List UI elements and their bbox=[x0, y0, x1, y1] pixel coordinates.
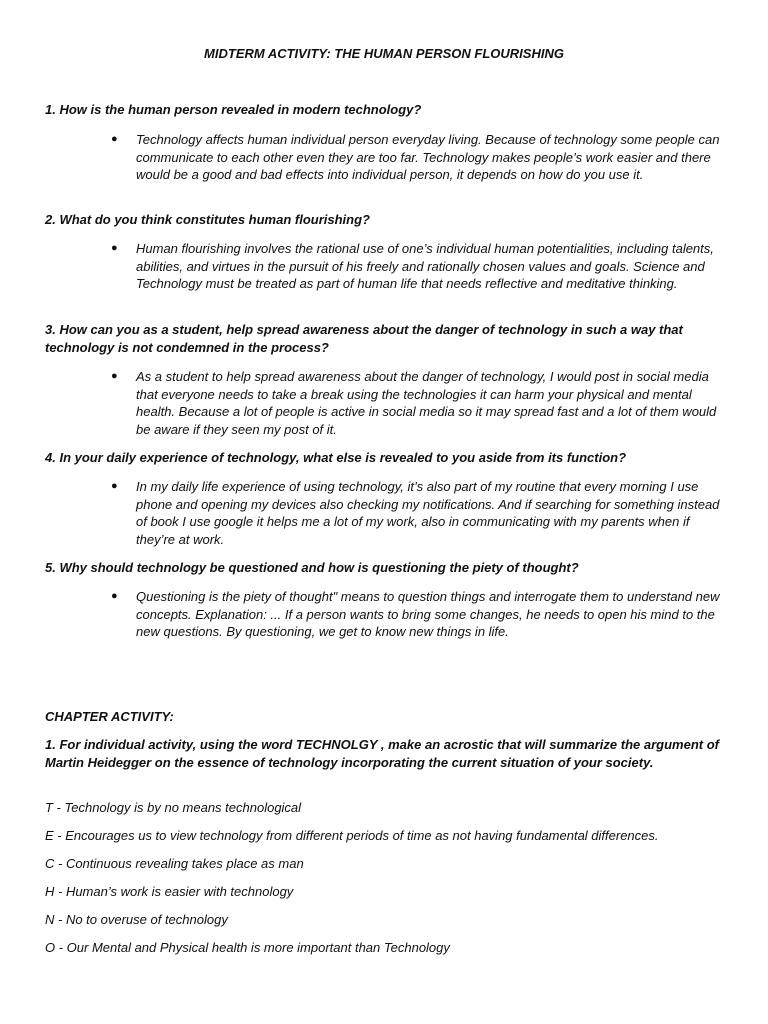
answer-3-text: As a student to help spread awareness about the danger of technology, I would post in social media that everyone needs to take a break using the technologies it can harm your physical and mental health. Because a lot of people is active in social media so it may spread fast and a lot of them would be aware if they seen my post of it. bbox=[136, 369, 717, 437]
answer-3 bbox=[111, 368, 726, 440]
answer-5 bbox=[111, 588, 726, 644]
answer-4-text: In my daily life experience of using technology, it’s also part of my routine that every morning I use phone and opening my devices also checking my notifications. And if searching for something instead of book I use google it helps me a lot of my work, also in communicating with my parents when if they’re at work. bbox=[136, 479, 720, 547]
answer-4 bbox=[111, 478, 726, 550]
answer-1-text: Technology affects human individual person everyday living. Because of technology some people can communicate to each other even they are too far. Technology makes people’s work easier and there would be a good and bad effects into individual person, it depends on how do you use it. bbox=[136, 132, 720, 183]
question-2: 2. What do you think constitutes human flourishing? bbox=[45, 212, 370, 227]
bullet-icon: ● bbox=[111, 370, 118, 382]
bullet-icon: ● bbox=[111, 590, 118, 602]
answer-2-text: Human flourishing involves the rational use of one’s individual human potentialities, including talents, abilities, and virtues in the pursuit of his freely and rationally chosen values and goals. Science and Technology must be treated as part of human life that needs reflective and meditative thinking. bbox=[136, 241, 714, 292]
acrostic-line-o: O - Our Mental and Physical health is more important than Technology bbox=[45, 940, 450, 955]
answer-5-text: Questioning is the piety of thought" means to question things and interrogate them to understand new concepts. Explanation: ... If a person wants to bring some changes, he needs to open his mind to the new questions. By questioning, we get to know new things in life. bbox=[136, 589, 720, 640]
bullet-icon: ● bbox=[111, 133, 118, 145]
document-title: MIDTERM ACTIVITY: THE HUMAN PERSON FLOURISHING bbox=[204, 46, 564, 61]
acrostic-line-n: N - No to overuse of technology bbox=[45, 912, 228, 927]
bullet-icon: ● bbox=[111, 242, 118, 254]
acrostic-line-t: T - Technology is by no means technological bbox=[45, 800, 302, 815]
question-4: 4. In your daily experience of technology, what else is revealed to you aside from its function? bbox=[45, 450, 627, 465]
acrostic-line-c: C - Continuous revealing takes place as man bbox=[45, 856, 304, 871]
answer-2 bbox=[111, 240, 726, 312]
acrostic-line-e: E - Encourages us to view technology from different periods of time as not having fundamental differences. bbox=[45, 828, 659, 843]
chapter-prompt: 1. For individual activity, using the word TECHNOLGY , make an acrostic that will summarize the argument of Martin Heidegger on the essence of technology incorporating the current situation of your society. bbox=[45, 737, 719, 770]
question-3: 3. How can you as a student, help spread awareness about the danger of technology in such a way that technology is not condemned in the process? bbox=[45, 322, 683, 355]
question-1: 1. How is the human person revealed in modern technology? bbox=[45, 102, 422, 117]
answer-1 bbox=[111, 131, 726, 203]
chapter-heading: CHAPTER ACTIVITY: bbox=[45, 709, 174, 724]
acrostic-line-h: H - Human’s work is easier with technology bbox=[45, 884, 294, 899]
question-5: 5. Why should technology be questioned and how is questioning the piety of thought? bbox=[45, 560, 579, 575]
bullet-icon: ● bbox=[111, 480, 118, 492]
